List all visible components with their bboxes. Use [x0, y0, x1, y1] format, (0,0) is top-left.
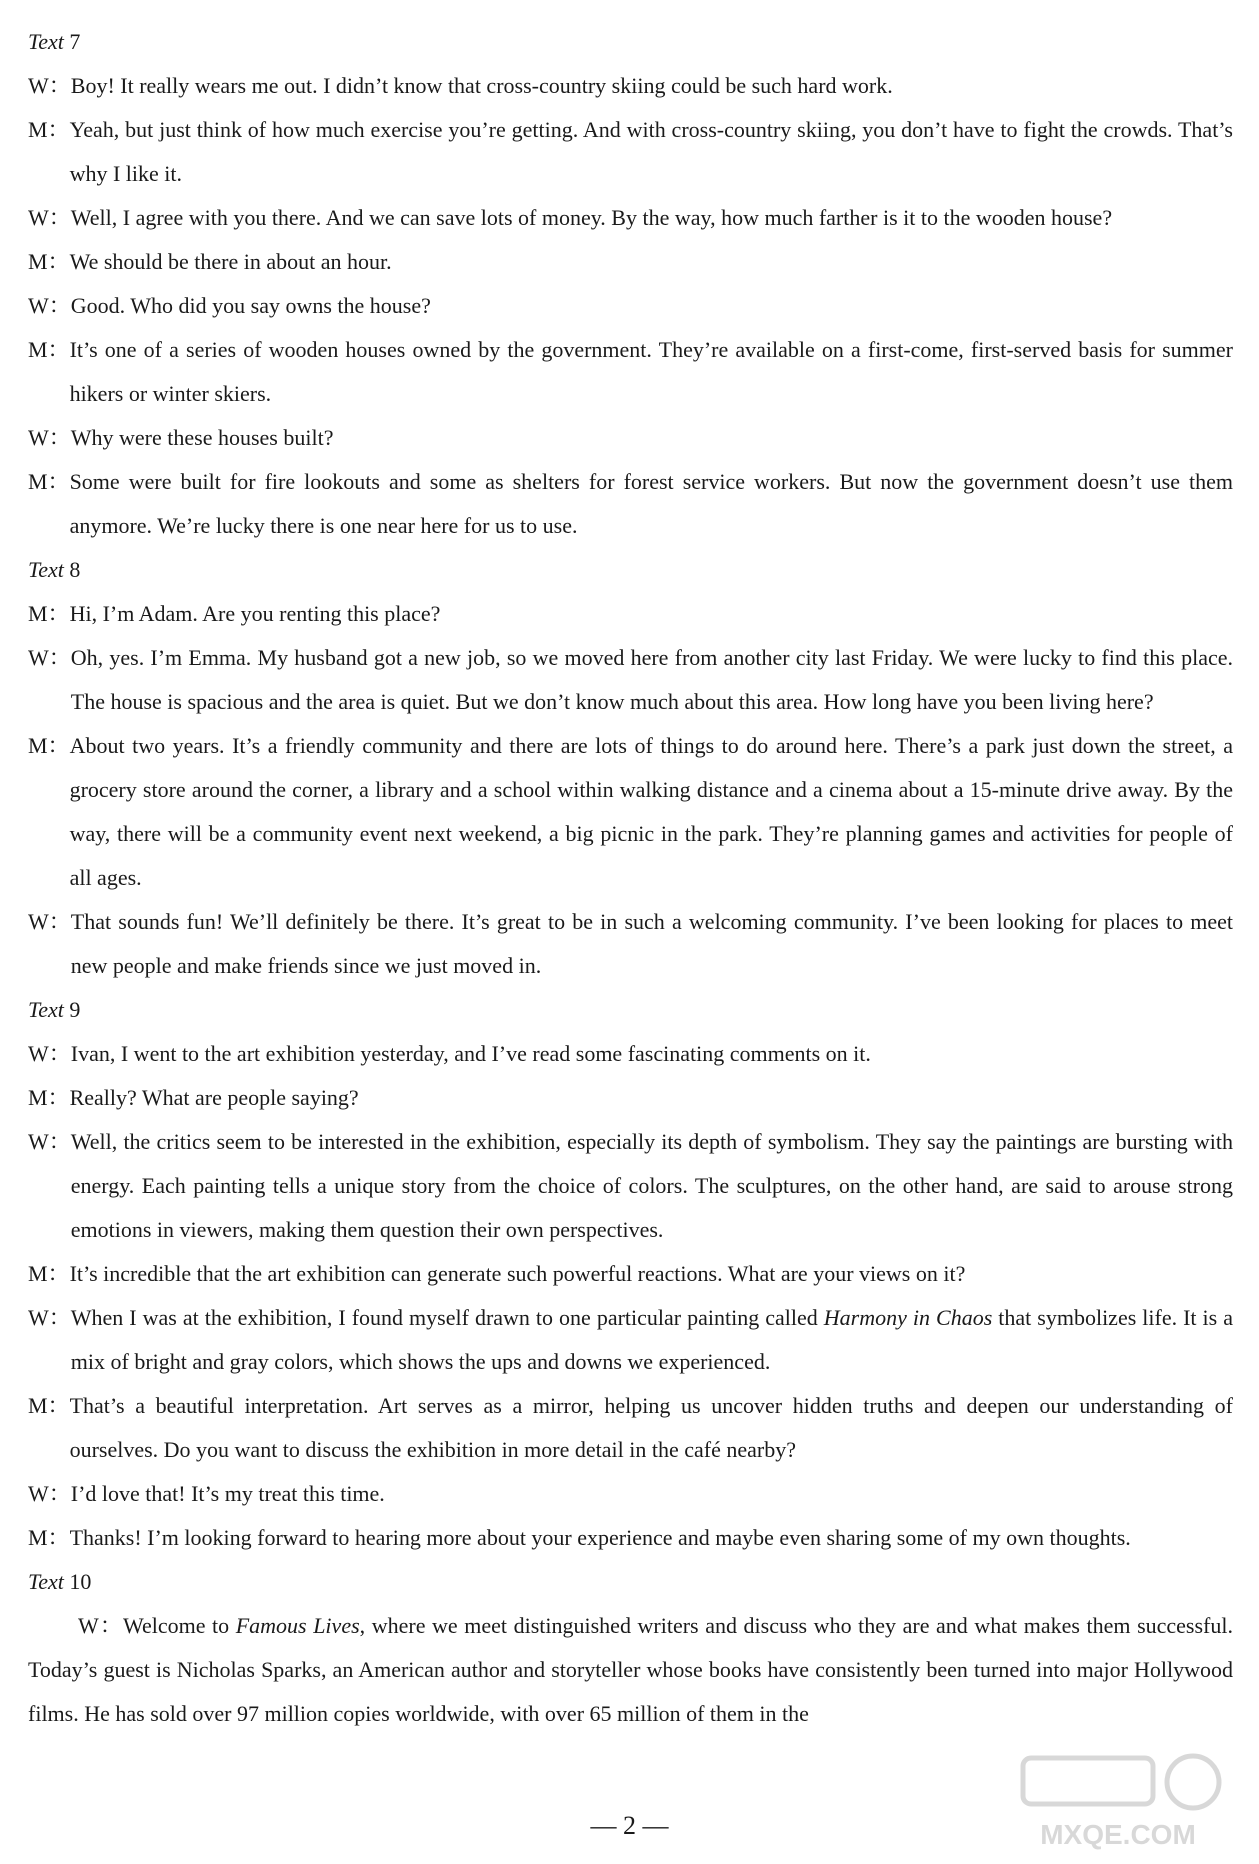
dialogue-turn — [28, 416, 1233, 460]
speaker-label: M： — [28, 733, 70, 758]
speaker-label: W： — [28, 1481, 71, 1506]
speaker-label: M： — [28, 601, 70, 626]
dialogue-turn — [28, 284, 1233, 328]
section-heading-text-7: Text 7 — [28, 29, 81, 54]
dialogue-text: It’s incredible that the art exhibition can generate such powerful reactions. What are your views on it? — [69, 1261, 966, 1286]
dialogue-turn — [28, 196, 1233, 240]
document-page — [28, 20, 1233, 1736]
dialogue-turn — [28, 900, 1233, 988]
speaker-label: M： — [28, 1525, 70, 1550]
page-number: — 2 — — [590, 1811, 669, 1840]
dialogue-text: About two years. It’s a friendly community and there are lots of things to do around here. There’s a park just down the street, a grocery store around the corner, a library and a school within walking distance and a cinema about a 15-minute drive away. By the way, there will be a community event next weekend, a big picnic in the park. They’re planning games and activities for people of all ages. — [69, 733, 1233, 890]
dialogue-turn — [28, 636, 1233, 724]
speaker-label: M： — [28, 1261, 70, 1286]
dialogue-turn — [28, 240, 1233, 284]
section-heading-text-10: Text 10 — [28, 1569, 92, 1594]
dialogue-text: Ivan, I went to the art exhibition yesterday, and I’ve read some fascinating comments on it. — [70, 1041, 871, 1066]
dialogue-text: When I was at the exhibition, I found myself drawn to one particular painting called Harmony in Chaos that symbolizes life. It is a mix of bright and gray colors, which shows the ups and downs we experienced. — [70, 1305, 1234, 1374]
dialogue-text: I’d love that! It’s my treat this time. — [70, 1481, 385, 1506]
speaker-label: M： — [28, 1393, 70, 1418]
dialogue-turn — [28, 724, 1233, 900]
dialogue-turn — [28, 592, 1233, 636]
speaker-label: W： — [28, 1305, 71, 1330]
section-heading-text-9: Text 9 — [28, 997, 81, 1022]
monologue-paragraph: W：Welcome to Famous Lives, where we meet distinguished writers and discuss who they are and what makes them successful. Today’s guest is Nicholas Sparks, an American author and storyteller whose books have consistently been turned into major Hollywood films. He has sold over 97 million copies worldwide, with over 65 million of them in the — [28, 1613, 1233, 1726]
speaker-label: M： — [28, 337, 70, 362]
dialogue-text: Yeah, but just think of how much exercise you’re getting. And with cross-country skiing, you don’t have to fight the crowds. That’s why I like it. — [69, 117, 1233, 186]
speaker-label: W： — [28, 645, 71, 670]
speaker-label: M： — [28, 1085, 70, 1110]
speaker-label: W： — [28, 1041, 71, 1066]
dialogue-turn — [28, 1252, 1233, 1296]
speaker-label: W： — [78, 1613, 123, 1638]
dialogue-text: It’s one of a series of wooden houses owned by the government. They’re available on a first-come, first-served basis for summer hikers or winter skiers. — [69, 337, 1233, 406]
dialogue-turn — [28, 64, 1233, 108]
watermark-logo — [993, 1744, 1243, 1854]
speaker-label: W： — [28, 1129, 71, 1154]
dialogue-turn — [28, 460, 1233, 548]
speaker-label: W： — [28, 205, 71, 230]
dialogue-text: That’s a beautiful interpretation. Art serves as a mirror, helping us uncover hidden truths and deepen our understanding of ourselves. Do you want to discuss the exhibition in more detail in the café nearby? — [69, 1393, 1233, 1462]
show-title: Famous Lives — [235, 1613, 360, 1638]
painting-title: Harmony in Chaos — [823, 1305, 993, 1330]
speaker-label: M： — [28, 249, 70, 274]
dialogue-turn — [28, 1384, 1233, 1472]
dialogue-text: Good. Who did you say owns the house? — [70, 293, 431, 318]
dialogue-turn — [28, 1516, 1233, 1560]
speaker-label: W： — [28, 293, 71, 318]
dialogue-text: Thanks! I’m looking forward to hearing more about your experience and maybe even sharing some of my own thoughts. — [69, 1525, 1131, 1550]
dialogue-text: Hi, I’m Adam. Are you renting this place? — [69, 601, 441, 626]
dialogue-text: Really? What are people saying? — [69, 1085, 359, 1110]
watermark-text: MXQE.COM — [1040, 1819, 1196, 1850]
dialogue-text: We should be there in about an hour. — [69, 249, 392, 274]
dialogue-turn — [28, 1120, 1233, 1252]
speaker-label: W： — [28, 73, 71, 98]
dialogue-turn — [28, 328, 1233, 416]
dialogue-turn — [28, 1076, 1233, 1120]
speaker-label: W： — [28, 909, 71, 934]
dialogue-text: Oh, yes. I’m Emma. My husband got a new job, so we moved here from another city last Friday. We were lucky to find this place. The house is spacious and the area is quiet. But we don’t know much about this area. How long have you been living here? — [70, 645, 1233, 714]
speaker-label: M： — [28, 469, 70, 494]
dialogue-turn — [28, 108, 1233, 196]
dialogue-text: Well, the critics seem to be interested in the exhibition, especially its depth of symbolism. They say the paintings are bursting with energy. Each painting tells a unique story from the choice of colors. The sculptures, on the other hand, are said to arouse strong emotions in viewers, making them question their own perspectives. — [70, 1129, 1233, 1242]
dialogue-turn — [28, 1296, 1233, 1384]
section-heading-text-8: Text 8 — [28, 557, 81, 582]
dialogue-text: Boy! It really wears me out. I didn’t know that cross-country skiing could be such hard work. — [70, 73, 893, 98]
dialogue-turn — [28, 1032, 1233, 1076]
speaker-label: W： — [28, 425, 71, 450]
dialogue-text: Some were built for fire lookouts and some as shelters for forest service workers. But now the government doesn’t use them anymore. We’re lucky there is one near here for us to use. — [69, 469, 1233, 538]
speaker-label: M： — [28, 117, 70, 142]
dialogue-text: Why were these houses built? — [70, 425, 334, 450]
dialogue-text: That sounds fun! We’ll definitely be there. It’s great to be in such a welcoming community. I’ve been looking for places to meet new people and make friends since we just moved in. — [70, 909, 1233, 978]
dialogue-text: Well, I agree with you there. And we can save lots of money. By the way, how much farther is it to the wooden house? — [70, 205, 1113, 230]
dialogue-turn — [28, 1472, 1233, 1516]
